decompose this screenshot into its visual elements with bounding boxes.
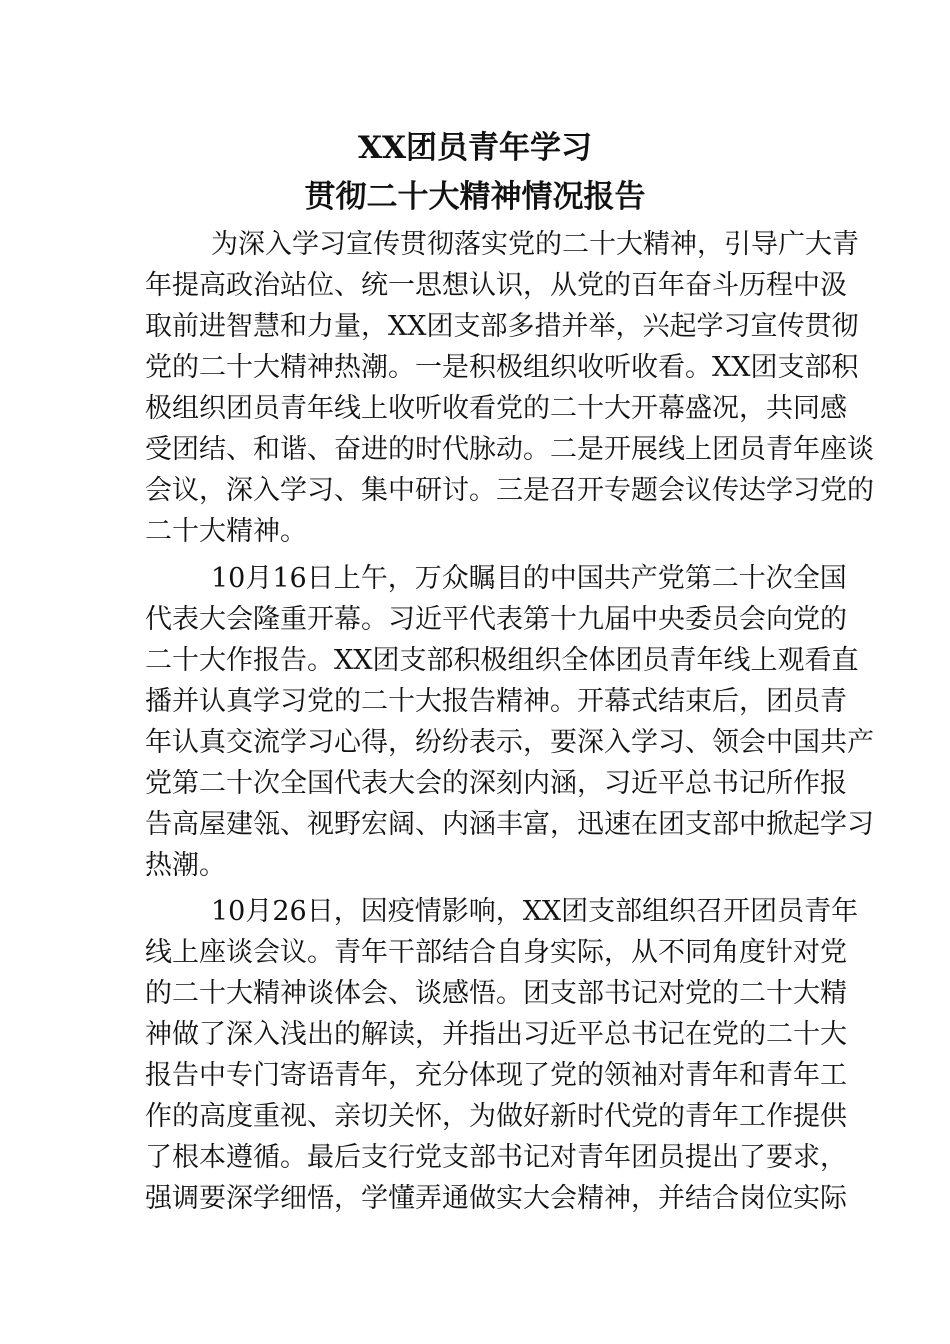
text-line: 代表大会隆重开幕。习近平代表第十九届中央委员会向党的: [145, 604, 847, 635]
text-line: 10月16日上午，万众瞩目的中国共产党第二十次全国: [211, 563, 847, 594]
text-line: 年认真交流学习心得，纷纷表示，要深入学习、领会中国共产: [145, 727, 874, 758]
text-line: 了根本遵循。最后支行党支部书记对青年团员提出了要求，: [145, 1142, 847, 1173]
paragraph-intro: [145, 224, 874, 552]
paragraph-oct-16: [145, 558, 874, 886]
text-line: 年提高政治站位、统一思想认识，从党的百年奋斗历程中汲: [145, 270, 847, 301]
text-line: 党的二十大精神热潮。一是积极组织收听收看。XX团支部积: [145, 352, 859, 383]
text-line: 报告中专门寄语青年，充分体现了党的领袖对青年和青年工: [145, 1060, 847, 1091]
text-line: 10月26日，因疫情影响，XX团支部组织召开团员青年: [211, 896, 859, 927]
document-title-line-2: 贯彻二十大精神情况报告: [304, 179, 646, 215]
text-line: 二十大精神。: [145, 516, 307, 547]
text-line: 强调要深学细悟，学懂弄通做实大会精神，并结合岗位实际: [145, 1183, 847, 1214]
paragraph-oct-26: [145, 891, 859, 1219]
text-line: 会议，深入学习、集中研讨。三是召开专题会议传达学习党的: [145, 475, 874, 506]
text-line: 线上座谈会议。青年干部结合自身实际，从不同角度针对党: [145, 937, 847, 968]
text-line: 受团结、和谐、奋进的时代脉动。二是开展线上团员青年座谈: [145, 434, 874, 465]
text-line: 热潮。: [145, 850, 226, 881]
text-line: 作的高度重视、亲切关怀，为做好新时代党的青年工作提供: [145, 1101, 847, 1132]
text-line: 二十大作报告。XX团支部积极组织全体团员青年线上观看直: [145, 645, 859, 676]
text-line: 告高屋建瓴、视野宏阔、内涵丰富，迅速在团支部中掀起学习: [145, 809, 874, 840]
text-line: 播并认真学习党的二十大报告精神。开幕式结束后，团员青: [145, 686, 847, 717]
document-title-line-1: XX团员青年学习: [357, 130, 593, 166]
text-line: 党第二十次全国代表大会的深刻内涵，习近平总书记所作报: [145, 768, 847, 799]
text-line: 的二十大精神谈体会、谈感悟。团支部书记对党的二十大精: [145, 978, 847, 1009]
text-line: 取前进智慧和力量，XX团支部多措并举，兴起学习宣传贯彻: [145, 311, 859, 342]
text-line: 极组织团员青年线上收听收看党的二十大开幕盛况，共同感: [145, 393, 847, 424]
text-line: 为深入学习宣传贯彻落实党的二十大精神，引导广大青: [211, 229, 859, 260]
text-line: 神做了深入浅出的解读，并指出习近平总书记在党的二十大: [145, 1019, 847, 1050]
